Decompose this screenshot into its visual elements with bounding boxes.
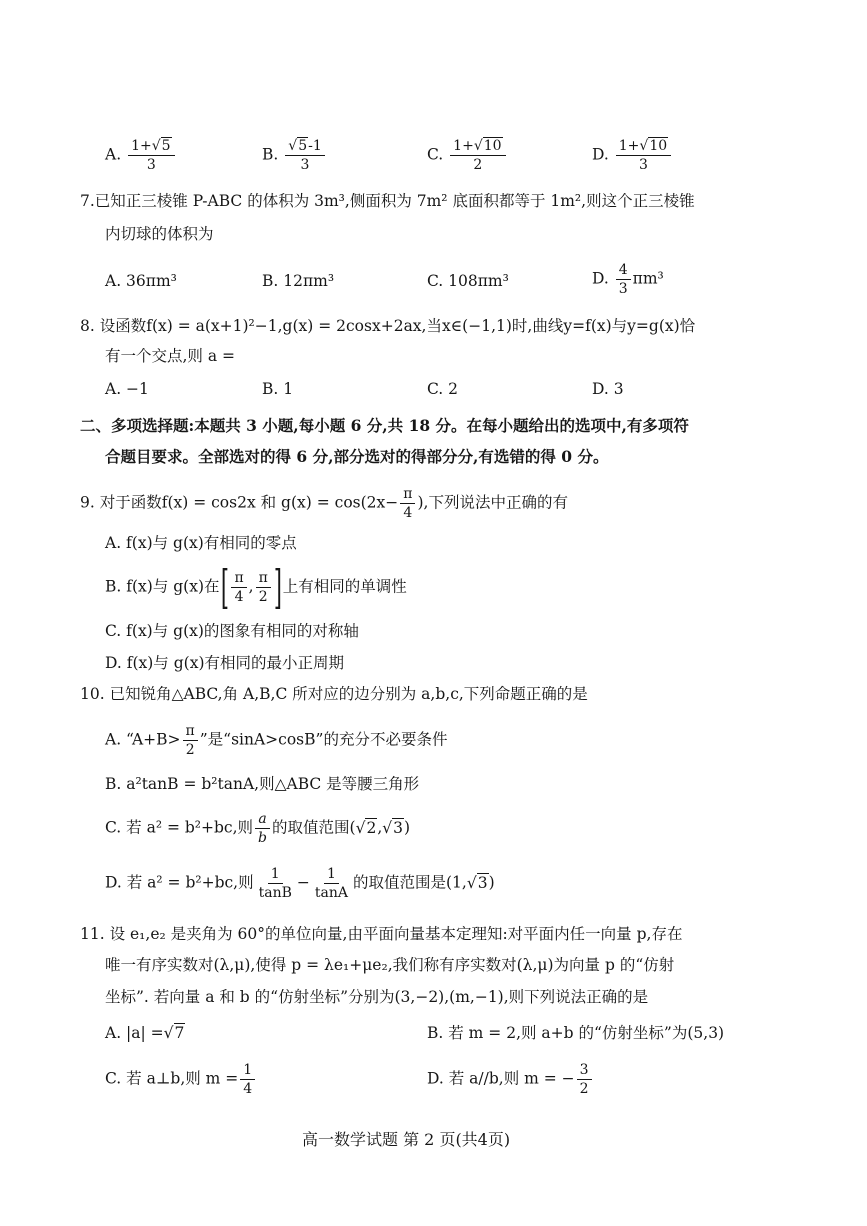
q9-option-a: A. f(x)与 g(x)有相同的零点 (105, 534, 297, 552)
q9-stem-fraction: $\frac{\pi}{4}$ (400, 486, 415, 521)
q7-option-b: B. 12πm³ (262, 272, 335, 290)
q11-stem-line3: 坐标”. 若向量 a 和 b 的“仿射坐标”分别为(3,−2),(m,−1),则下列说法正确的是 (105, 988, 649, 1006)
q10-option-d: D. 若 a² = b²+bc,则 $\frac{1}{\tan B}$ − $\frac{1}{\tan A}$ 的取值范围是(1,√3) (105, 866, 495, 902)
left-bracket-icon: [ (220, 560, 229, 614)
q6-option-c: C. $\frac{1+√10}{2}$ (427, 138, 508, 173)
q11-option-b: B. 若 m = 2,则 a+b 的“仿射坐标”为(5,3) (427, 1024, 725, 1042)
q8-option-d: D. 3 (592, 380, 624, 398)
q8-option-b: B. 1 (262, 380, 294, 398)
q7-stem-line1: 7.已知正三棱锥 P-ABC 的体积为 3m³,侧面积为 7m² 底面积都等于 1m²,则这个正三棱锥 (80, 192, 695, 210)
q8-option-c: C. 2 (427, 380, 459, 398)
q6-c-fraction: $\frac{1+√10}{2}$ (450, 138, 505, 173)
q6-b-fraction: $\frac{√5-1}{3}$ (285, 138, 324, 173)
q11-stem-line2: 唯一有序实数对(λ,μ),使得 p = λe₁+μe₂,我们称有序实数对(λ,μ)为向量 p 的“仿射 (105, 956, 675, 974)
q11-option-c: C. 若 a⊥b,则 m = $\frac{1}{4}$ (105, 1062, 257, 1097)
q10-option-a: A. “A+B> $\frac{\pi}{2}$ ”是“sinA>cosB”的充分不必要条件 (105, 723, 448, 759)
q10-option-c: C. 若 a² = b²+bc,则 $\frac{a}{b}$ 的取值范围(√2,√3) (105, 811, 411, 847)
q10-option-b: B. a²tanB = b²tanA,则△ABC 是等腰三角形 (105, 775, 420, 793)
section2-heading-line2: 合题目要求。全部选对的得 6 分,部分选对的得部分分,有选错的得 0 分。 (105, 447, 609, 466)
q7-option-d: D. $\frac{4}{3}$ πm³ (592, 262, 664, 298)
q8-stem-line2: 有一个交点,则 a = (105, 347, 236, 365)
q6-option-b: B. $\frac{√5-1}{3}$ (262, 138, 327, 173)
q6-option-a: A. $\frac{1+√5}{3}$ (105, 138, 177, 173)
q11-option-a: A. |a| =√7 (105, 1024, 185, 1042)
q6-d-fraction: $\frac{1+√10}{3}$ (616, 138, 671, 173)
section2-heading-line1: 二、多项选择题:本题共 3 小题,每小题 6 分,共 18 分。在每小题给出的选项中,有多项符 (80, 416, 689, 435)
right-bracket-icon: ] (273, 560, 282, 614)
q9-option-d: D. f(x)与 g(x)有相同的最小正周期 (105, 654, 344, 672)
q7-option-c: C. 108πm³ (427, 272, 509, 290)
q9-option-b: B. f(x)与 g(x)在[ $\frac{\pi}{4}$ , $\frac{\pi}{2}$ ]上有相同的单调性 (105, 560, 407, 614)
q9-option-c: C. f(x)与 g(x)的图象有相同的对称轴 (105, 622, 359, 640)
q6-a-fraction: $\frac{1+√5}{3}$ (128, 138, 174, 173)
q11-option-d: D. 若 a//b,则 m = − $\frac{3}{2}$ (427, 1062, 594, 1097)
q6-option-d: D. $\frac{1+√10}{3}$ (592, 138, 673, 173)
q7-d-fraction: $\frac{4}{3}$ (616, 262, 631, 297)
q7-stem-line2: 内切球的体积为 (105, 225, 214, 243)
q7-option-a: A. 36πm³ (105, 272, 177, 290)
q9-stem: 9. 对于函数f(x) = cos2x 和 g(x) = cos(2x− $\frac{\pi}{4}$ ),下列说法中正确的有 (80, 486, 568, 522)
q8-stem-line1: 8. 设函数f(x) = a(x+1)²−1,g(x) = 2cosx+2ax,当x∈(−1,1)时,曲线y=f(x)与y=g(x)恰 (80, 317, 696, 335)
q11-stem-line1: 11. 设 e₁,e₂ 是夹角为 60°的单位向量,由平面向量基本定理知:对平面内任一向量 p,存在 (80, 925, 683, 943)
q8-option-a: A. −1 (105, 380, 149, 398)
page-footer: 高一数学试题 第 2 页(共4页) (302, 1130, 511, 1149)
q10-stem: 10. 已知锐角△ABC,角 A,B,C 所对应的边分别为 a,b,c,下列命题正确的是 (80, 685, 588, 703)
